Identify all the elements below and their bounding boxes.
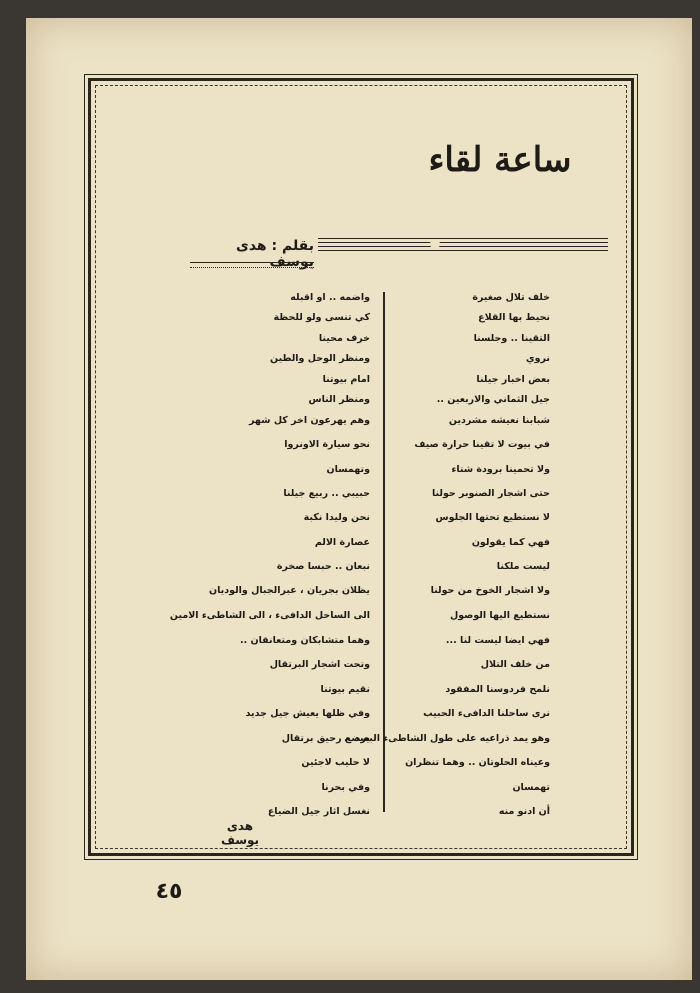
poem-line-left: وهما متشابكان ومتعانقان .. — [239, 635, 370, 646]
poem-line-right: فهي ايضا ليست لنا ... — [445, 635, 550, 646]
poem-line-right: نروي — [525, 353, 550, 364]
poem-line-right: ليست ملكنا — [496, 561, 550, 572]
poem-line-left: وفي ظلها يعيش جيل جديد — [245, 708, 370, 719]
author-signature: هدى يوسف — [220, 819, 260, 847]
decorative-wavy-rule — [318, 237, 608, 251]
poem-line-right: ولا تحمينا برودة شتاء — [451, 464, 550, 475]
poem-line-left: نقيم بيوتنا — [320, 684, 370, 695]
poem-line-left: الى الساحل الدافىء ، الى الشاطىء الامين — [169, 610, 370, 621]
poem-line-left: لا حليب لاجئين — [301, 757, 370, 768]
poem-line-right: شبابنا نعيشه مشردين — [448, 415, 550, 426]
poem-line-left: خرف محينا — [318, 333, 370, 344]
poem-line-left: وتهمسان — [326, 464, 370, 475]
poem-line-left: كي تنسى ولو للحظة — [273, 312, 370, 323]
poem-line-left: عصارة الالم — [314, 537, 370, 548]
poem-line-right: نلمح فردوسنا المفقود — [445, 684, 550, 695]
poem-line-left: نغسل اثار جيل الضياع — [267, 806, 370, 817]
poem-line-left: نحو سيارة الاونروا — [284, 439, 370, 450]
poem-line-left: يرضع رحيق برتقال — [281, 733, 370, 744]
poem-line-right: تهمسان — [512, 782, 550, 793]
poem-line-right: خلف تلال صغيرة — [472, 292, 550, 303]
poem-line-left: امام بيوتنا — [322, 374, 370, 385]
poem-title: ساعة لقاء — [428, 140, 572, 180]
poem-line-left: وهم يهرعون اخر كل شهر — [248, 415, 370, 426]
poem-line-left: وتحت اشجار البرتقال — [269, 659, 370, 670]
poem-line-right: لا نستطيع تحتها الجلوس — [435, 512, 550, 523]
page-number: ٤٥ — [155, 879, 183, 904]
poem-line-left: ومنظر الوحل والطين — [270, 353, 370, 364]
author-byline: بقلم : هدى يوسف — [236, 238, 314, 270]
poem-line-right: نحيط بها القلاع — [478, 312, 550, 323]
byline-underline — [190, 262, 314, 268]
poem-line-left: يظلان بجريان ، عبرالجبال والوديان — [209, 585, 370, 596]
decorative-rule-dot — [430, 239, 440, 249]
poem-line-right: التقينا .. وجلسنا — [473, 333, 550, 344]
poem-line-right: فهي كما يقولون — [471, 537, 550, 548]
poem-line-right: وهو يمد ذراعيه على طول الشاطىء البعيد .. — [344, 733, 550, 744]
poem-line-left: ومنظر الناس — [308, 394, 370, 405]
poem-line-left: نحن وليدا نكبة — [303, 512, 370, 523]
poem-line-left: حبيبي .. ربيع جيلنا — [283, 488, 370, 499]
poem-line-right: نستطيع اليها الوصول — [449, 610, 550, 621]
poem-line-right: وعيناه الحلوتان .. وهما تنظران — [405, 757, 550, 768]
poem-line-right: جيل الثماني والاربعين .. — [436, 394, 550, 405]
poem-line-right: أن ادنو منه — [498, 806, 550, 817]
poem-line-right: نرى ساحلنا الدافىء الحبيب — [423, 708, 550, 719]
poem-line-left: واضمه .. او اقبله — [290, 292, 370, 303]
poem-line-right: بعض اخبار جيلنا — [476, 374, 550, 385]
poem-line-left: نبعان .. حبسا صخرة — [276, 561, 370, 572]
poem-line-left: وفي بحرنا — [321, 782, 370, 793]
poem-line-right: من خلف التلال — [480, 659, 550, 670]
poem-line-right: حتى اشجار الصنوبر حولنا — [431, 488, 550, 499]
poem-line-right: ولا اشجار الخوخ من حولنا — [430, 585, 550, 596]
poem-line-right: في بيوت لا تقينا حرارة صيف — [414, 439, 550, 450]
